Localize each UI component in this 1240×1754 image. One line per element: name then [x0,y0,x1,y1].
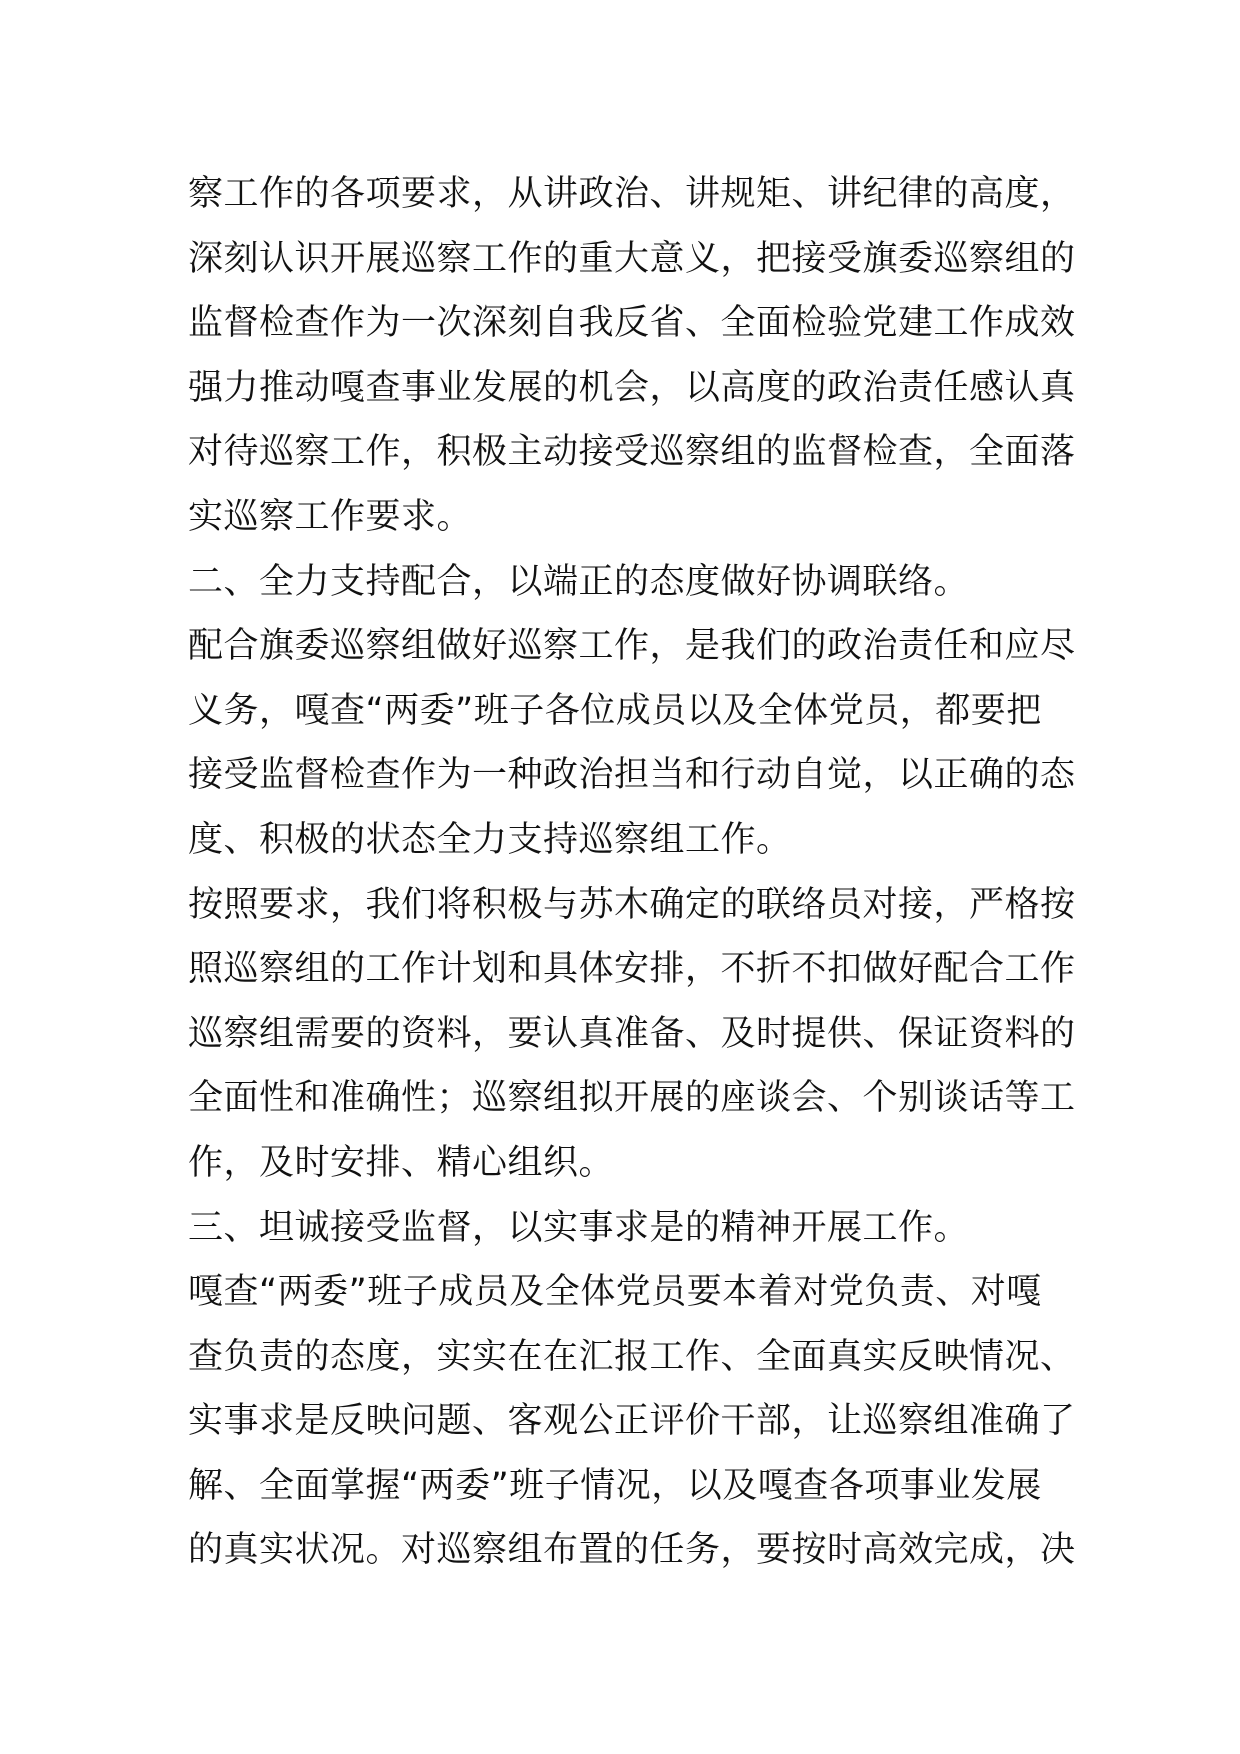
text-line: 作，及时安排、精心组织。 [188,1142,615,1183]
text-line: 监督检查作为一次深刻自我反省、全面检验党建工作成效 [188,303,1076,344]
section-heading: 二、全力支持配合，以端正的态度做好协调联络。 [188,561,970,602]
text-line: 实事求是反映问题、客观公正评价干部，让巡察组准确了 [188,1401,1076,1442]
text-line: 照巡察组的工作计划和具体安排，不折不扣做好配合工作 [188,949,1076,990]
text-line: 查负责的态度，实实在在汇报工作、全面真实反映情况、 [188,1336,1076,1377]
text-line: 察工作的各项要求，从讲政治、讲规矩、讲纪律的高度， [188,174,1076,214]
text-line: 深刻认识开展巡察工作的重大意义，把接受旗委巡察组的 [188,238,1076,279]
text-line: 全面性和准确性；巡察组拟开展的座谈会、个别谈话等工 [188,1078,1076,1119]
text-line: 义务，嘎查“两委”班子各位成员以及全体党员，都要把 [188,690,1042,731]
text-line: 配合旗委巡察组做好巡察工作，是我们的政治责任和应尽 [188,626,1076,667]
text-line: 对待巡察工作，积极主动接受巡察组的监督检查，全面落 [188,432,1076,473]
text-line: 接受监督检查作为一种政治担当和行动自觉，以正确的态 [188,755,1076,796]
text-line: 实巡察工作要求。 [188,496,473,537]
text-line: 的真实状况。对巡察组布置的任务，要按时高效完成，决 [188,1530,1076,1571]
text-line: 解、全面掌握“两委”班子情况，以及嘎查各项事业发展 [188,1465,1042,1506]
text-line: 巡察组需要的资料，要认真准备、及时提供、保证资料的 [188,1013,1076,1054]
section-heading: 三、坦诚接受监督，以实事求是的精神开展工作。 [188,1207,970,1248]
text-line: 嘎查“两委”班子成员及全体党员要本着对党负责、对嘎 [188,1272,1042,1313]
text-line: 按照要求，我们将积极与苏木确定的联络员对接，严格按 [188,884,1076,925]
document-body [188,162,1076,1583]
text-line: 度、积极的状态全力支持巡察组工作。 [188,819,792,860]
text-line: 强力推动嘎查事业发展的机会，以高度的政治责任感认真 [188,367,1076,408]
